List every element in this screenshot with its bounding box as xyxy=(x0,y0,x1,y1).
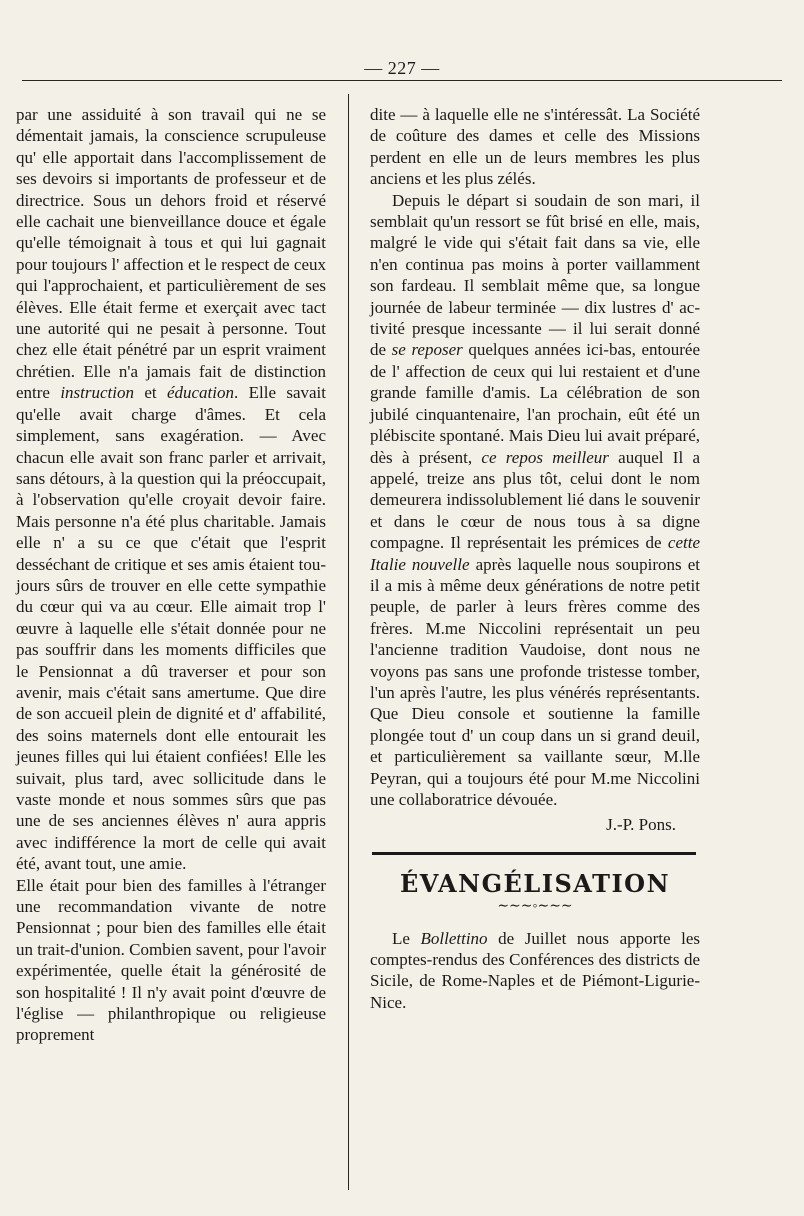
page-number: — 227 — xyxy=(364,58,440,78)
signature: J.-P. Pons. xyxy=(606,815,676,835)
header-rule xyxy=(22,80,782,81)
italic-term-education: éducation xyxy=(166,383,235,403)
left-column xyxy=(16,104,326,1046)
italic-term-instruction: instruction xyxy=(60,383,134,403)
section-rule xyxy=(372,852,696,855)
section-heading: ÉVANGÉLISATION xyxy=(399,868,671,898)
column-divider xyxy=(348,94,349,1190)
ornament-flourish: ∼∼∼◦∼∼∼ xyxy=(497,899,573,915)
right-paragraph-3: Le Bollettino de Juillet nous apporte les comptes-rendus des Conférences des districts de Sicile, de Rome-Naples et de Piémont-Ligurie-Nice. xyxy=(370,928,701,1012)
italic-italie-nouvelle: cette Italie nouvelle xyxy=(370,533,700,574)
italic-repos-meilleur: ce repos meilleur xyxy=(481,447,609,467)
left-paragraph-2: Elle était pour bien des familles à l'étranger une recommandation vivante de notre Pensionnat ; pour bien des familles elle était un trait-d'union. Combien savent, pour l'avoir expérimentée, quelle était la générosité de son hospitalité ! Il n'y avait point d'œuvre de l'église — philanthropique ou religieuse proprement xyxy=(16,875,326,1045)
left-paragraph-1: par une assiduité à son travail qui ne se démentait jamais, la conscience scrupuleuse qu' elle apportait dans l'accomplissement de ses devoirs si importants de professeur et de directrice. Sous un dehors froid et réservé elle cachait une bienveillance douce et égale qu'elle témoignait à tous et qui lui gagnait pour toujours l' affection et le respect de ceux qui l'approchaient, et particulièrement de ses élèves. Elle était ferme et exerçait avec tact une autorité qui ne pesait à personne. Tout chez elle était pénétré par un esprit vraiment chrétien. Elle n'a jamais fait de distinction entre instruction et éducation. Elle savait qu'elle avait charge d'âmes. Et cela simplement, sans exagération. — Avec chacun elle avait son franc parler et arrivait, sans détours, à la question qui la préoccupait, à l'observation qu'elle croyait devoir faire. Mais personne n'a été plus charitable. Jamais elle n' a su ce que c'était que l'esprit desséchant de critique et ses amis étaient toujours sûrs de trouver en elle cette sympathie du cœur qui va au cœur. Elle aimait trop l' œuvre à laquelle elle s'était donnée pour ne pas souffrir dans les moments difficiles que le Pensionnat a dû traverser et pour son avenir, mais c'était sans amertume. Que dire de son accueil plein de dignité et d' affabilité, des soins maternels dont elle entourait les jeunes filles qui lui étaient confiées! Elle les suivait, plus tard, avec sollicitude dans le vaste monde et nous sommes sûrs que pas une de ses anciennes élèves n' aura appris avec indifférence la mort de celle qui avait été, avant tout, une amie. xyxy=(16,105,326,874)
right-column xyxy=(370,104,700,1013)
right-paragraph-2: Depuis le départ si soudain de son mari, il semblait qu'un ressort se fût brisé en elle, mais, malgré le vide qui s'était fait dans sa vie, elle n'en continua pas moins à porter vaillamment son fardeau. Il semblait même que, sa longue journée de labeur terminée — dix lustres d' activité presque incessante — il lui serait donné de se reposer quelques années ici-bas, entourée de l' affection de ceux qui lui restaient et d'une grande famille d'amis. La célébration de son jubilé cinquantenaire, l'an prochain, eût été un plébiscite spontané. Mais Dieu lui avait préparé, dès à présent, ce repos meilleur auquel Il a appelé, treize ans plus tôt, celui dont le nom demeurera indissolublement lié dans le souvenir et dans le cœur de nous tous à sa digne compagne. Il représentait les prémices de cette Italie nouvelle après laquelle nous soupirons et il a mis à même deux générations de notre petit peuple, de parler à leurs frères comme des frères. M.me Niccolini représentait un peu l'ancienne tradition Vaudoise, dont nous ne voyons pas sans une profonde tristesse tomber, l'un après l'autre, les plus vénérés représentants. Que Dieu console et soutienne la famille plongée tout d' un coup dans un si grand deuil, et particulièrement sa vaillante sœur, M.lle Peyran, qui a toujours été pour M.me Niccolini une collaboratrice dévouée. xyxy=(370,190,701,809)
italic-bollettino: Bollettino xyxy=(420,928,488,948)
italic-se-reposer: se reposer xyxy=(391,340,463,360)
right-paragraph-1: dite — à laquelle elle ne s'intéressât. La Société de coûture des dames et celle des Missions perdent en elle un de leurs membres les plus anciens et les plus zélés. xyxy=(370,105,700,189)
